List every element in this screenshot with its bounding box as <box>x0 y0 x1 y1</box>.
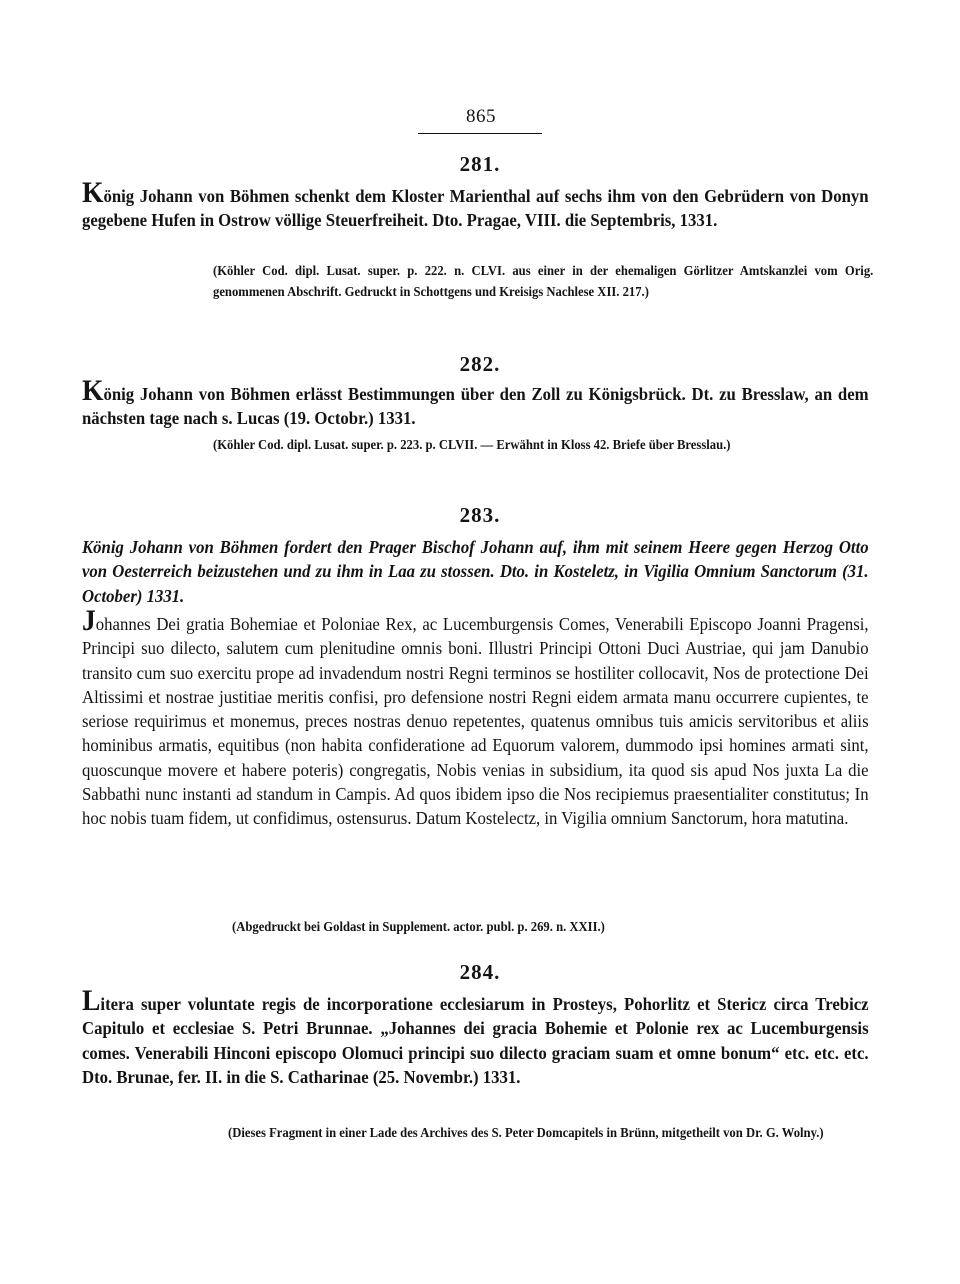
drop-initial: L <box>82 984 101 1017</box>
entry-summary-283: König Johann von Böhmen fordert den Prager Bischof Johann auf, ihm mit seinem Heere gegen Herzog Otto von Oesterreich beizustehen und zu ihm in Laa zu stossen. Dto. in Kosteletz, in Vigilia Omnium Sanctorum (31. October) 1331. <box>82 537 869 606</box>
drop-initial: J <box>82 604 96 637</box>
entry-number-284: 284. <box>459 960 501 984</box>
entry-number-281: 281. <box>459 152 501 176</box>
header-rule <box>418 133 542 134</box>
entry-summary-284 <box>82 984 869 1089</box>
source-note-283: (Abgedruckt bei Goldast in Supplement. actor. publ. p. 269. n. XXII.) <box>232 919 605 934</box>
source-note-281: (Köhler Cod. dipl. Lusat. super. p. 222. n. CLVI. aus einer in der ehemaligen Görlitzer Amtskanzlei vom Orig. genommenen Abschrift. Gedruckt in Schottgens und Kreisigs Nachlese XII. 217.) <box>213 263 874 299</box>
source-note-282: (Köhler Cod. dipl. Lusat. super. p. 223. p. CLVII. — Erwähnt in Kloss 42. Briefe über Bresslau.) <box>213 437 731 452</box>
summary-text: önig Johann von Böhmen erlässt Bestimmungen über den Zoll zu Königsbrück. Dt. zu Bresslaw, an dem nächsten tage nach s. Lucas (19. Octobr.) 1331. <box>82 384 869 429</box>
page-number: 865 <box>466 106 496 127</box>
drop-initial: K <box>82 374 104 407</box>
entry-number-283: 283. <box>459 503 501 527</box>
drop-initial: K <box>82 176 104 209</box>
latin-text: ohannes Dei gratia Bohemiae et Poloniae Rex, ac Lucemburgensis Comes, Venerabili Episcopo Joanni Pragensi, Principi suo dilecto, salutem cum plenitudine omnis boni. Illustri Principi Ottoni Duci Austriae, qui jam Danubio transito cum suo exercitu prope ad invadendum nostri Regni terminos se hostiliter collocavit, Nos de protectione Dei Altissimi et nostrae justitiae meritis confisi, pro defensione nostri Regni eidem armata manu occurrere cupientes, te seriose requirimus et monemus, preces nostras denuo repetentes, quatenus omnibus tuis amicis servitoribus et aliis hominibus armatis, equitibus (non habita confideratione ad Equorum valorem, dummodo ipsi homines armati sint, quoscunque movere et habere poteris) congregatis, Nobis venias in subsidium, ita quod sis apud Nos juxta La die Sabbathi nunc instanti ad standum in Campis. Ad quos ibidem ipso die Nos recipiemus praesentialiter constitutus; In hoc nobis tuam fidem, ut confidimus, ostensurus. Datum Kostelectz, in Vigilia omnium Sanctorum, hora matutina. <box>82 614 869 829</box>
entry-text-283 <box>82 604 869 831</box>
summary-text: itera super voluntate regis de incorporatione ecclesiarum in Prosteys, Pohorlitz et Stericz circa Trebicz Capitulo et ecclesiae S. Petri Brunnae. „Johannes dei gracia Bohemie et Polonie rex ac Lucemburgensis comes. Venerabili Hinconi episcopo Olomuci principi suo dilecto graciam suam et omne bonum“ etc. etc. etc. Dto. Brunae, fer. II. in die S. Catharinae (25. Novembr.) 1331. <box>82 994 869 1087</box>
summary-text: önig Johann von Böhmen schenkt dem Kloster Marienthal auf sechs ihm von den Gebrüdern von Donyn gegebene Hufen in Ostrow völlige Steuerfreiheit. Dto. Pragae, VIII. die Septembris, 1331. <box>82 186 869 231</box>
entry-summary-281 <box>82 176 869 233</box>
source-note-284: (Dieses Fragment in einer Lade des Archives des S. Peter Domcapitels in Brünn, mitgetheilt von Dr. G. Wolny.) <box>228 1125 824 1140</box>
entry-number-282: 282. <box>459 352 501 376</box>
entry-summary-282 <box>82 374 869 431</box>
